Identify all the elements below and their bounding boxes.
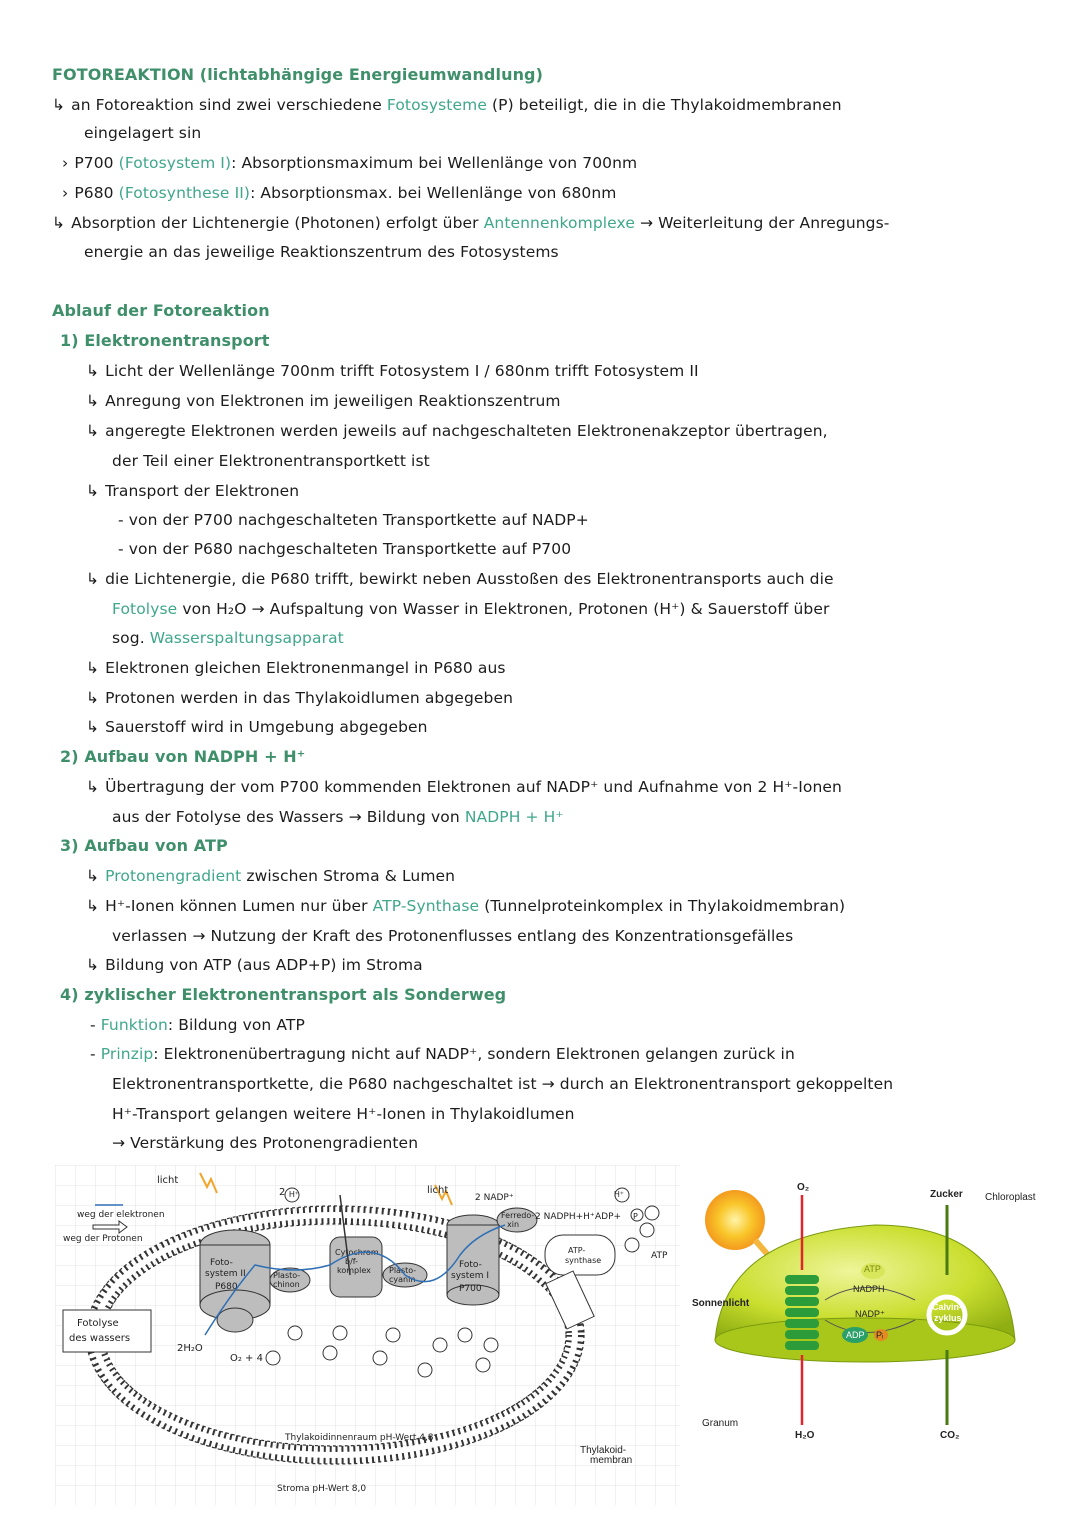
calvin-label: zyklus xyxy=(934,1313,962,1323)
plastochinon xyxy=(270,1268,310,1292)
section-heading: Ablauf der Fotoreaktion xyxy=(52,301,270,320)
arrow-icon: ↳ xyxy=(86,659,100,677)
granum xyxy=(785,1275,819,1350)
page-title: FOTOREAKTION (lichtabhängige Energieumwandlung) xyxy=(52,65,544,84)
text-line: - von der P680 nachgeschalteten Transportkette auf P700 xyxy=(118,540,572,558)
oxygen-label: O₂ + 4 xyxy=(230,1353,263,1364)
arrow-icon: ↳ xyxy=(86,422,100,440)
arrow-icon: ↳ xyxy=(86,718,100,736)
text-line: ↳ Anregung von Elektronen im jeweiligen Reaktionszentrum xyxy=(86,392,561,410)
arrow-icon: ↳ xyxy=(86,956,100,974)
cytochrom-label: Cytochrom xyxy=(335,1248,379,1257)
text-line: sog. Wasserspaltungsapparat xyxy=(112,629,344,647)
text-line: ↳ angeregte Elektronen werden jeweils auf nachgeschalteten Elektronenakzeptor übertragen, xyxy=(86,422,828,440)
arrow-icon: ↳ xyxy=(86,570,100,588)
water-label: 2H₂O xyxy=(177,1343,203,1354)
atp-synthase-label: ATP- xyxy=(568,1246,586,1255)
text-line: ↳ Licht der Wellenlänge 700nm trifft Fotosystem I / 680nm trifft Fotosystem II xyxy=(86,362,699,380)
text-line: ↳ Elektronen gleichen Elektronenmangel in P680 aus xyxy=(86,659,506,677)
plastocyanin-label: Plasto- xyxy=(389,1266,417,1275)
section-heading: 4) zyklischer Elektronentransport als Sonderweg xyxy=(60,985,507,1004)
arrow-icon: ↳ xyxy=(86,778,100,796)
text-line: ↳ Transport der Elektronen xyxy=(86,482,300,500)
section-heading: 2) Aufbau von NADPH + H⁺ xyxy=(60,747,306,766)
nadp-label: NADP⁺ xyxy=(855,1309,885,1319)
proton-label: H⁺ xyxy=(614,1190,624,1199)
cytochrom-label: b/f- xyxy=(345,1257,359,1266)
adp-label: ADP xyxy=(846,1330,865,1340)
proton-count-label: 2 xyxy=(279,1187,286,1198)
adp-label: ADP+ xyxy=(595,1212,622,1222)
photosystem-i xyxy=(447,1215,499,1305)
text-line: eingelagert sin xyxy=(84,124,202,142)
lumen-label: Thylakoidinnenraum pH-Wert 4,8 xyxy=(285,1433,434,1443)
ps2-label: P680 xyxy=(215,1282,238,1292)
h2o-label: H₂O xyxy=(795,1430,815,1441)
arrow-icon: ↳ xyxy=(86,867,100,885)
text-line: - Funktion: Bildung von ATP xyxy=(90,1016,305,1034)
text-line: ↳ an Fotoreaktion sind zwei verschiedene Fotosysteme (P) beteiligt, die in die Thylakoidmembranen xyxy=(52,96,842,114)
text-line: › P680 (Fotosynthese II): Absorptionsmax. bei Wellenlänge von 680nm xyxy=(62,184,617,202)
section-heading: 3) Aufbau von ATP xyxy=(60,836,228,855)
text-line: ↳ Absorption der Lichtenergie (Photonen) erfolgt über Antennenkomplexe → Weiterleitung der Anregungs- xyxy=(52,214,890,232)
sugar-label: Zucker xyxy=(930,1189,963,1200)
arrow-icon: ↳ xyxy=(86,689,100,707)
ps1-label: system I xyxy=(451,1271,490,1281)
text-line: ↳ Protonengradient zwischen Stroma & Lumen xyxy=(86,867,456,885)
text-line: - Prinzip: Elektronenübertragung nicht auf NADP⁺, sondern Elektronen gelangen zurück in xyxy=(90,1045,795,1063)
arrow-icon: ↳ xyxy=(52,96,66,114)
ferredoxin xyxy=(497,1208,537,1232)
stroma-label: Stroma pH-Wert 8,0 xyxy=(277,1484,367,1494)
plastochinon-label: chinon xyxy=(273,1280,300,1289)
phosphate-label: P xyxy=(633,1212,638,1221)
chevron-right-icon: › xyxy=(62,184,69,202)
ps1-label: P700 xyxy=(459,1284,482,1294)
cytochrom-label: komplex xyxy=(337,1266,371,1275)
legend-electrons: weg der elektronen xyxy=(77,1210,165,1220)
arrow-icon: ↳ xyxy=(86,897,100,915)
granum-label: Granum xyxy=(702,1418,739,1429)
thylakoid-membrane-label: membran xyxy=(590,1455,633,1466)
text-line: H⁺-Transport gelangen weitere H⁺-Ionen in Thylakoidlumen xyxy=(112,1105,575,1123)
text-line: ↳ Übertragung der vom P700 kommenden Elektronen auf NADP⁺ und Aufnahme von 2 H⁺-Ionen xyxy=(86,778,842,796)
ps2-label: system II xyxy=(205,1269,246,1279)
light-label: licht xyxy=(427,1185,449,1196)
legend-protons: weg der Protonen xyxy=(63,1234,143,1244)
light-label: licht xyxy=(157,1175,179,1186)
text-line: ↳ Protonen werden in das Thylakoidlumen abgegeben xyxy=(86,689,514,707)
text-line: energie an das jeweilige Reaktionszentrum des Fotosystems xyxy=(84,243,559,261)
text-line: - von der P700 nachgeschalteten Transportkette auf NADP+ xyxy=(118,511,589,529)
calvin-label: Calvin- xyxy=(932,1302,963,1312)
atp-synthase-label: synthase xyxy=(565,1256,602,1265)
nadph-label: NADPH xyxy=(853,1284,885,1294)
fotolyse-label: des wassers xyxy=(69,1333,131,1344)
nadp-label: 2 NADP⁺ xyxy=(475,1193,514,1203)
proton-label: H⁺ xyxy=(289,1190,299,1199)
o2-label: O₂ xyxy=(797,1182,810,1193)
pi-label: Pᵢ xyxy=(876,1330,884,1340)
ferredoxin-label: xin xyxy=(507,1220,520,1229)
text-line: ↳ H⁺-Ionen können Lumen nur über ATP-Synthase (Tunnelproteinkomplex in Thylakoidmembran) xyxy=(86,897,846,915)
thylakoid-membrane-label: Thylakoid- xyxy=(580,1445,627,1456)
text-line: ↳ Bildung von ATP (aus ADP+P) im Stroma xyxy=(86,956,423,974)
text-line: → Verstärkung des Protonengradienten xyxy=(112,1134,419,1152)
text-line: ↳ die Lichtenergie, die P680 trifft, bewirkt neben Ausstoßen des Elektronentransports auch die xyxy=(86,570,834,588)
chloroplast-label: Chloroplast xyxy=(985,1192,1036,1203)
arrow-icon: ↳ xyxy=(86,392,100,410)
text-line: der Teil einer Elektronentransportkett ist xyxy=(112,452,430,470)
text-line: › P700 (Fotosystem I): Absorptionsmaximum bei Wellenlänge von 700nm xyxy=(62,154,638,172)
text-line: ↳ Sauerstoff wird in Umgebung abgegeben xyxy=(86,718,428,736)
section-heading: 1) Elektronentransport xyxy=(60,331,270,350)
fotolyse-box xyxy=(63,1310,151,1352)
arrow-icon: ↳ xyxy=(52,214,66,232)
ferredoxin-label: Ferredo- xyxy=(501,1211,535,1220)
text-line: verlassen → Nutzung der Kraft des Protonenflusses entlang des Konzentrationsgefälles xyxy=(112,927,794,945)
ps2-label: Foto- xyxy=(210,1258,233,1268)
nadph-label: 2 NADPH+H⁺ xyxy=(535,1212,595,1222)
text-line: Fotolyse von H₂O → Aufspaltung von Wasser in Elektronen, Protonen (H⁺) & Sauerstoff über xyxy=(112,600,830,618)
sunlight-label: Sonnenlicht xyxy=(692,1298,750,1309)
arrow-icon: ↳ xyxy=(86,362,100,380)
atp-label: ATP xyxy=(651,1251,668,1261)
chevron-right-icon: › xyxy=(62,154,69,172)
arrow-icon: ↳ xyxy=(86,482,100,500)
chloroplast-diagram xyxy=(685,1175,1045,1475)
text-line: Elektronentransportkette, die P680 nachgeschaltet ist → durch an Elektronentransport gekoppelten xyxy=(112,1075,894,1093)
plastochinon-label: Plasto- xyxy=(273,1271,301,1280)
cytochrom-complex xyxy=(330,1237,382,1297)
co2-label: CO₂ xyxy=(940,1430,960,1441)
text-line: aus der Fotolyse des Wassers → Bildung von NADPH + H⁺ xyxy=(112,808,564,826)
ps1-label: Foto- xyxy=(459,1260,482,1270)
plastocyanin-label: cyanin xyxy=(389,1275,416,1284)
fotolyse-label: Fotolyse xyxy=(77,1318,119,1329)
atp-label: ATP xyxy=(864,1264,881,1274)
